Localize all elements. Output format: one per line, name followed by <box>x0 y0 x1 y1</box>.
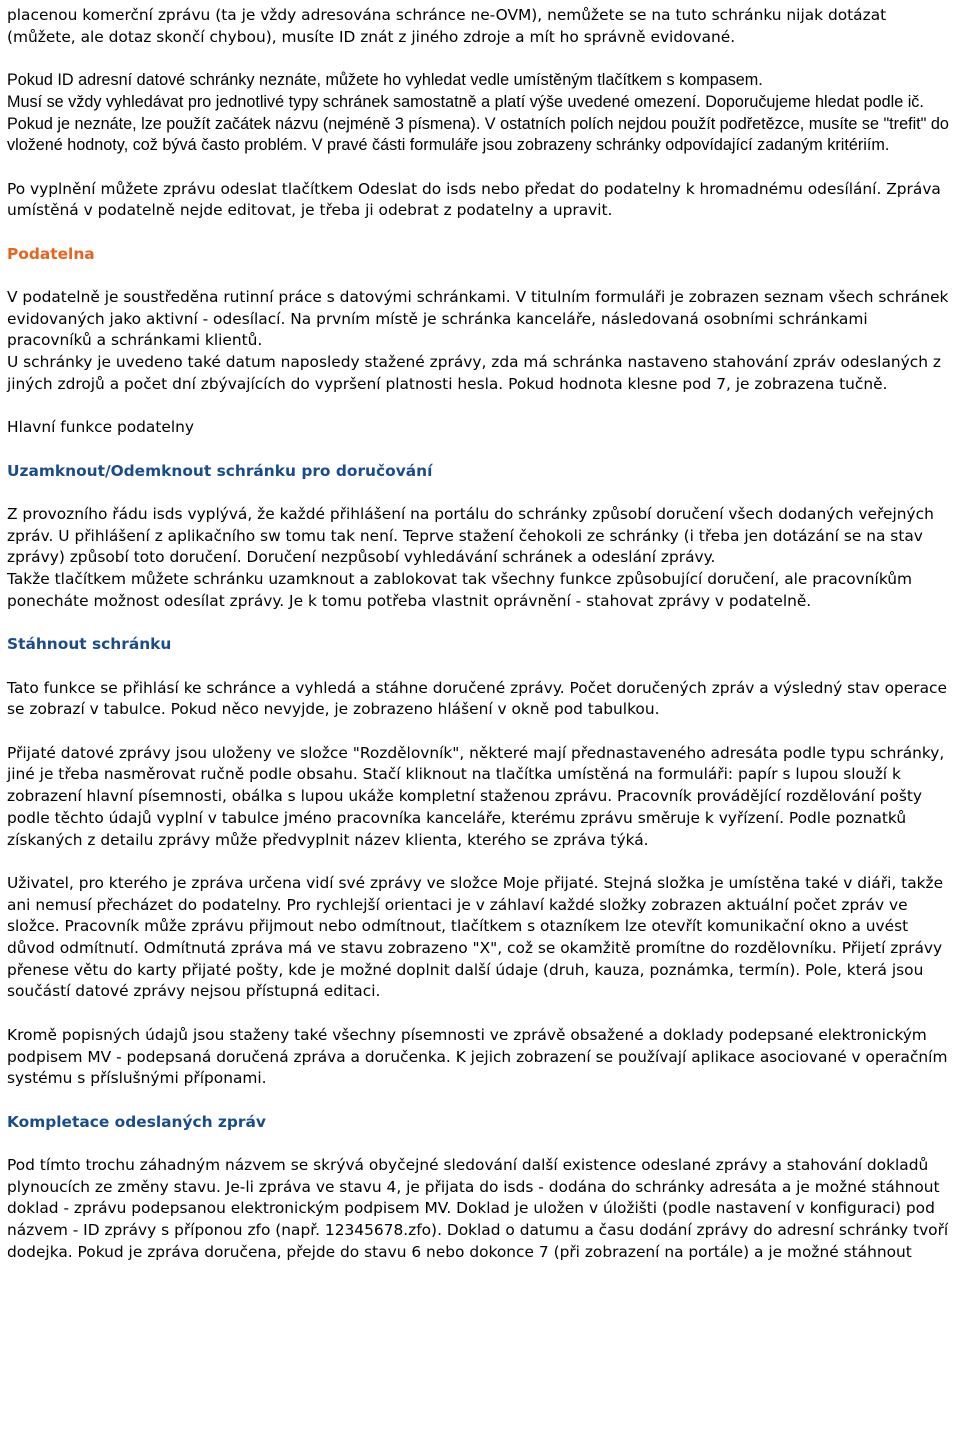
heading-sent-completion: Kompletace odeslaných zpráv <box>7 1112 266 1131</box>
paragraph-search-id: Pokud ID adresní datové schránky neznáte, můžete ho vyhledat vedle umístěným tlačítkem s kompasem. <box>7 71 763 90</box>
paragraph-main-functions: Hlavní funkce podatelny <box>7 418 195 437</box>
paragraph-send-message: Po vyplnění můžete zprávu odeslat tlačítkem Odeslat do isds nebo předat do podatelny k hromadnému odesílání. Zpráva umístěná v podatelně nejde editovat, je třeba ji odebrat z podatelny a upravit. <box>7 179 941 220</box>
paragraph-search-rules: Musí se vždy vyhledávat pro jednotlivé typy schránek samostatně a platí výše uvedené omezení. Doporučujeme hledat podle ič. Pokud je neznáte, lze použít začátek názvu (nejméně 3 písmena). V ostatních polích nejdou použít podřetězce, musíte se "trefit" do vložené hodnoty, což bývá často problém. V pravé části formuláře jsou zobrazeny schránky odpovídající zadaným kritériím. <box>7 92 949 155</box>
paragraph-user-messages: Uživatel, pro kterého je zpráva určena vidí své zprávy ve složce Moje přijaté. Stejná složka je umístěna také v diáři, takže ani nemusí přecházet do podatelny. Pro rychlejší orientaci je v záhlaví každé složky zobrazen aktuální počet zpráv ve složce. Pracovník může zprávu přijmout nebo odmítnout, tlačítkem s otazníkem lze otevřít komunikační okno a uvést důvod odmítnutí. Odmítnutá zpráva má ve stavu zobrazeno "X", což se okamžitě promítne do rozdělovníku. Přijetí zprávy přenese větu do karty přijaté pošty, kde je možné doplnit další údaje (druh, kauza, poznámka, termín). Pole, která jsou součástí datové zprávy nejsou přístupná editaci. <box>7 873 944 1001</box>
paragraph-download-function: Tato funkce se přihlásí ke schránce a vyhledá a stáhne doručené zprávy. Počet doručených zpráv a výsledný stav operace se zobrazí v tabulce. Pokud něco nevyjde, je zobrazeno hlášení v okně pod tabulkou. <box>7 678 947 719</box>
paragraph-attachments: Kromě popisných údajů jsou staženy také všechny písemnosti ve zprávě obsažené a doklady podepsané elektronickým podpisem MV - podepsaná doručená zpráva a doručenka. K jejich zobrazení se používají aplikace asociované v operačním systému s příslušnými příponami. <box>7 1025 948 1088</box>
paragraph-sent-tracking: Pod tímto trochu záhadným názvem se skrývá obyčejné sledování další existence odeslané zprávy a stahování dokladů plynoucích ze změny stavu. Je-li zpráva ve stavu 4, je přijata do isds - dodána do schránky adresáta a je možné stáhnout doklad - zprávu podepsanou elektronickým podpisem MV. Doklad je uložen v úložišti (podle nastavení v konfiguraci) pod názvem - ID zprávy s příponou zfo (např. 12345678.zfo). Doklad o datumu a času dodání zprávy do adresní schránky tvoří dodejka. Pokud je zpráva doručena, přejde do stavu 6 nebo dokonce 7 (při zobrazení na portále) a je možné stáhnout <box>7 1156 949 1261</box>
heading-lock-mailbox: Uzamknout/Odemknout schránku pro doručování <box>7 461 433 480</box>
paragraph-podatelna-intro: V podatelně je soustředěna rutinní práce s datovými schránkami. V titulním formuláři je zobrazen seznam všech schránek evidovaných jako aktivní - odesílací. Na prvním místě je schránka kanceláře, následovaná osobními schránkami pracovníků a schránkami klientů. <box>7 288 949 350</box>
paragraph-received-messages: Přijaté datové zprávy jsou uloženy ve složce "Rozdělovník", některé mají přednastaveného adresáta podle typu schránky, jiné je třeba nasměrovat ručně podle obsahu. Stačí kliknout na tlačítka umístěná na formuláři: papír s lupou slouží k zobrazení hlavní písemnosti, obálka s lupou ukáže kompletní staženou zprávu. Pracovník provádějící rozdělování pošty podle těchto údajů vyplní v tabulce jméno pracovníka kanceláře, kterému zprávu směruje k vyřízení. Podle poznatků získaných z detailu zprávy může předvyplnit název klienta, kterého se zpráva týká. <box>7 743 945 849</box>
heading-download-mailbox: Stáhnout schránku <box>7 635 172 654</box>
document-body <box>7 5 957 1264</box>
paragraph-lock-button: Takže tlačítkem můžete schránku uzamknout a zablokovat tak všechny funkce způsobující doručení, ale pracovníkům ponecháte možnost odesílat zprávy. Je k tomu potřeba vlastnit oprávnění - stahovat zprávy v podatelně. <box>7 570 913 610</box>
paragraph-ovm-limitation: placenou komerční zprávu (ta je vždy adresována schránce ne-OVM), nemůžete se na tuto schránku nijak dotázat (můžete, ale dotaz skončí chybou), musíte ID znát z jiného zdroje a mít ho správně evidované. <box>7 6 887 46</box>
paragraph-podatelna-dates: U schránky je uvedeno také datum naposledy stažené zprávy, zda má schránka nastaveno stahování zpráv odeslaných z jiných zdrojů a počet dní zbývajících do vypršení platnosti hesla. Pokud hodnota klesne pod 7, je zobrazena tučně. <box>7 353 941 393</box>
paragraph-delivery-rules: Z provozního řádu isds vyplývá, že každé přihlášení na portálu do schránky způsobí doručení všech dodaných veřejných zpráv. U přihlášení z aplikačního sw tomu tak není. Teprve stažení čehokoli ze schránky (i třeba jen dotázání se na stav zprávy) způsobí toto doručení. Doručení nezpůsobí vyhledávání schránek a odeslání zprávy. <box>7 505 934 567</box>
heading-podatelna: Podatelna <box>7 244 95 263</box>
